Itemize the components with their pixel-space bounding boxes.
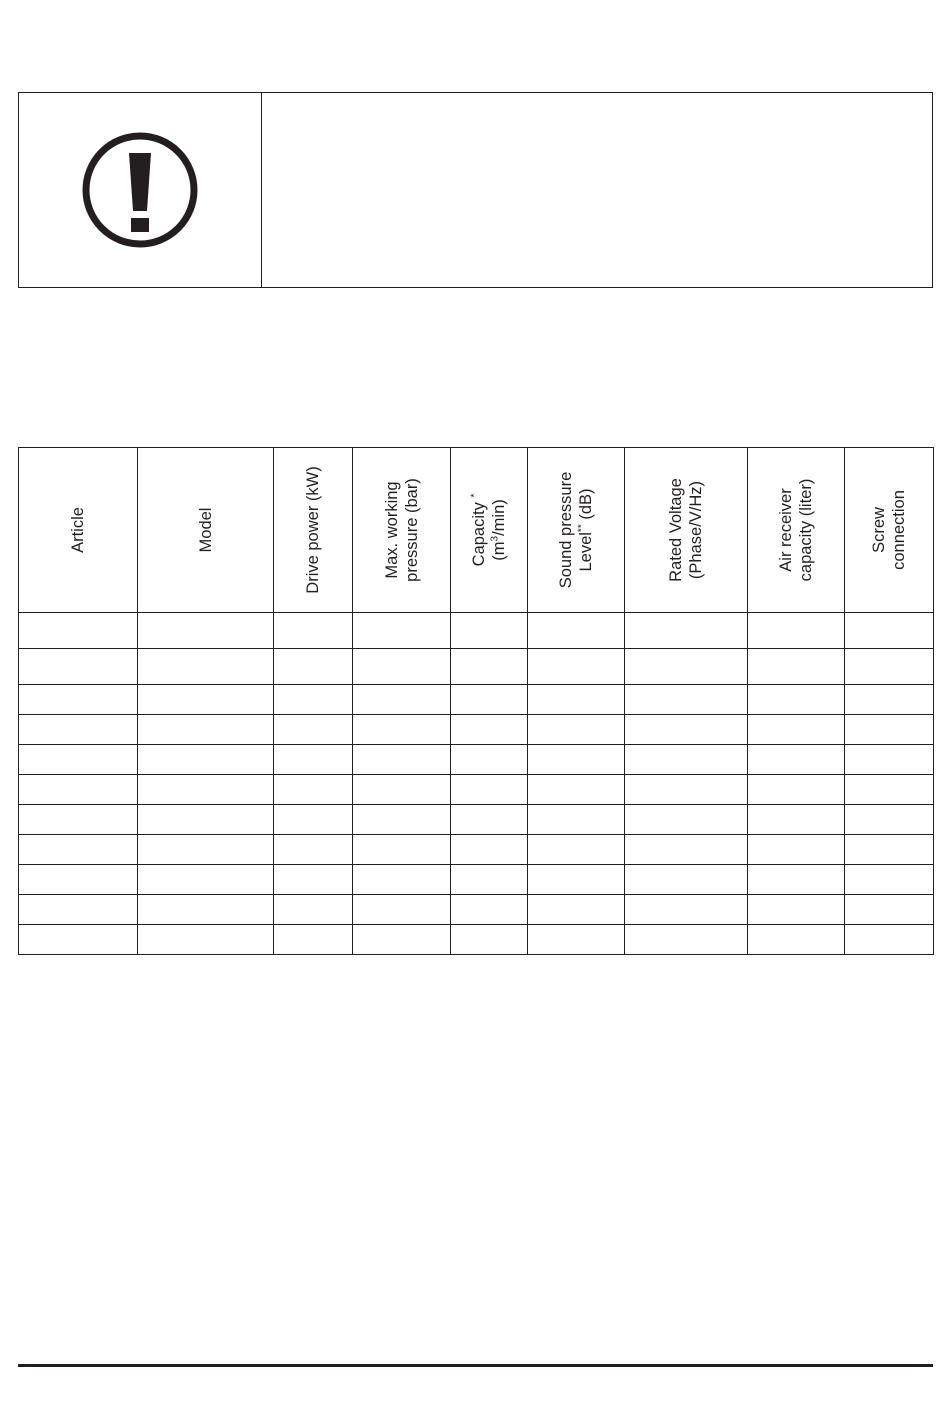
table-cell [625,865,748,895]
table-cell [748,745,845,775]
table-cell [451,865,528,895]
table-cell [353,745,451,775]
table-cell [845,715,934,745]
table-cell [19,835,138,865]
table-cell [19,745,138,775]
header-capacity: Capacity * $(m^3/\min)$ [451,448,528,613]
table-cell [845,775,934,805]
table-cell [528,649,625,685]
table-cell [451,649,528,685]
table-cell [138,685,274,715]
table-cell [19,895,138,925]
table-cell [274,745,353,775]
table-cell [138,865,274,895]
table-cell [845,805,934,835]
table-cell [19,775,138,805]
table-cell [451,835,528,865]
table-cell [451,925,528,955]
table-cell [528,895,625,925]
table-cell [748,835,845,865]
table-cell [528,685,625,715]
table-cell [528,865,625,895]
table-cell [748,715,845,745]
table-cell [845,745,934,775]
table-row [19,895,934,925]
table-cell [138,895,274,925]
table-row [19,715,934,745]
table-cell [274,805,353,835]
table-cell [138,925,274,955]
spec-table [18,447,934,955]
table-row [19,685,934,715]
table-cell [845,649,934,685]
table-cell [19,925,138,955]
table-cell [528,715,625,745]
table-cell [19,805,138,835]
table-cell [845,865,934,895]
header-max-working-pressure: Max. working pressure (bar) [353,448,451,613]
table-cell [274,685,353,715]
table-cell [625,805,748,835]
table-row [19,613,934,649]
header-drive-power: Drive power (kW) [274,448,353,613]
table-cell [625,775,748,805]
table-cell [274,865,353,895]
table-cell [274,649,353,685]
table-row [19,925,934,955]
table-cell [353,925,451,955]
table-cell [274,715,353,745]
footer-rule [18,1364,933,1367]
table-cell [625,745,748,775]
table-cell [748,649,845,685]
table-cell [625,715,748,745]
table-cell [353,715,451,745]
table-cell [528,835,625,865]
table-cell [138,775,274,805]
table-cell [748,895,845,925]
table-cell [19,613,138,649]
table-cell [528,745,625,775]
header-screw-connection: Screw connection [845,448,934,613]
warning-icon-cell [19,93,262,287]
table-cell [625,685,748,715]
table-cell [748,685,845,715]
header-model: Model [138,448,274,613]
table-cell [138,745,274,775]
table-cell [845,895,934,925]
table-cell [138,835,274,865]
table-cell [845,835,934,865]
table-cell [451,895,528,925]
table-cell [845,613,934,649]
header-air-receiver-capacity: Air receiver capacity (liter) [748,448,845,613]
table-cell [138,613,274,649]
table-cell [353,895,451,925]
table-cell [451,805,528,835]
table-cell [748,775,845,805]
table-cell [625,895,748,925]
warning-text-cell [262,93,932,287]
table-cell [625,613,748,649]
warning-box [18,92,933,288]
table-cell [748,865,845,895]
table-cell [138,805,274,835]
table-cell [274,895,353,925]
table-row [19,649,934,685]
table-cell [528,925,625,955]
table-cell [748,613,845,649]
table-cell [451,613,528,649]
table-row [19,775,934,805]
header-sound-pressure: Sound pressure Level** (dB) [528,448,625,613]
table-cell [19,715,138,745]
table-cell [138,715,274,745]
table-cell [748,805,845,835]
table-cell [528,613,625,649]
table-row [19,865,934,895]
table-cell [845,925,934,955]
table-cell [274,613,353,649]
table-cell [528,805,625,835]
table-cell [451,745,528,775]
table-cell [451,715,528,745]
header-rated-voltage: Rated Voltage (Phase/V/Hz) [625,448,748,613]
table-cell [274,775,353,805]
table-cell [138,649,274,685]
table-row [19,805,934,835]
table-cell [274,835,353,865]
table-cell [19,649,138,685]
table-cell [353,613,451,649]
table-cell [625,649,748,685]
table-cell [451,775,528,805]
table-cell [353,805,451,835]
table-cell [625,925,748,955]
table-cell [528,775,625,805]
table-cell [845,685,934,715]
table-cell [353,649,451,685]
table-cell [19,685,138,715]
table-cell [274,925,353,955]
table-cell [451,685,528,715]
table-row [19,745,934,775]
table-cell [625,835,748,865]
header-row [19,448,934,613]
exclamation-circle-icon [81,131,199,249]
table-cell [353,865,451,895]
table-cell [748,925,845,955]
table-cell [353,775,451,805]
table-cell [353,685,451,715]
table-cell [353,835,451,865]
table-row [19,835,934,865]
header-article: Article [19,448,138,613]
table-cell [19,865,138,895]
